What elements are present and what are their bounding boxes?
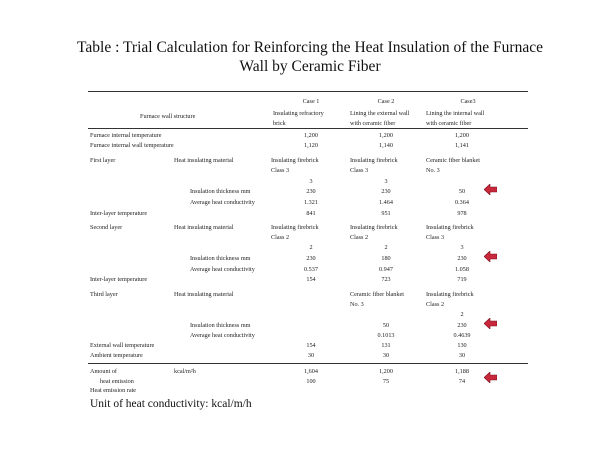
second-layer-conductivity-label: Average heat conductivity — [190, 266, 255, 273]
left-arrow-icon — [484, 184, 497, 195]
first-layer-thickness-case1: 230 — [306, 188, 316, 195]
rate-case1: 100 — [306, 378, 316, 385]
furnace-internal-temp-case1: 1,200 — [304, 132, 318, 139]
title-line-2: Wall by Ceramic Fiber — [239, 58, 381, 75]
first-layer-thickness-case3: 50 — [458, 188, 466, 195]
row-label-ambient-temp: Ambient temperature — [90, 352, 143, 359]
furnace-internal-wall-temp-case1: 1,120 — [304, 142, 318, 149]
third-layer-material-label: Heat insulating material — [174, 291, 234, 298]
header-case3-label: Case3 — [460, 98, 476, 105]
first-layer-conductivity-case3: 0.364 — [455, 199, 469, 206]
trial-calculation-table — [88, 91, 528, 394]
second-layer-class-case3: 3 — [460, 244, 464, 251]
inter-layer-1-case3: 978 — [457, 210, 467, 217]
second-layer-class-case1: 2 — [309, 244, 313, 251]
amount-case1: 1,604 — [304, 368, 318, 375]
third-layer-thickness-label: Insulation thickness mm — [190, 322, 251, 329]
furnace-internal-temp-case3: 1,200 — [455, 132, 469, 139]
amount-label-line1: Amount of — [90, 368, 117, 375]
second-layer-conductivity-case2: 0.947 — [379, 266, 393, 273]
third-layer-class-case3: 2 — [460, 311, 464, 318]
row-label-furnace-internal-temp: Furnace internal temperature — [90, 132, 162, 139]
second-layer-material-case2-line1: Insulating firebrick — [350, 224, 398, 231]
second-layer-material-case2-line2: Class 2 — [350, 234, 369, 241]
third-layer-conductivity-case2: 0.1013 — [377, 332, 395, 339]
first-layer-conductivity-case1: 1.321 — [304, 199, 318, 206]
amount-rule — [88, 363, 528, 364]
header-case1-line1: Insulating refractory — [273, 110, 324, 117]
second-layer-thickness-case1: 230 — [306, 255, 316, 262]
rate-case2: 75 — [382, 378, 390, 385]
row-label-first-layer: First layer — [90, 157, 116, 164]
first-layer-material-case3-line2: No. 3 — [426, 167, 440, 174]
first-layer-material-case1-line2: Class 3 — [271, 167, 290, 174]
amount-unit: kcal/m²h — [174, 368, 196, 375]
header-structure-label: Furnace wall structure — [140, 113, 196, 120]
third-layer-conductivity-label: Average heat conductivity — [190, 332, 255, 339]
first-layer-conductivity-case2: 1.464 — [379, 199, 393, 206]
third-layer-material-case3-line1: Insulating firebrick — [426, 291, 474, 298]
header-case1-label: Case 1 — [302, 98, 320, 105]
ambient-temp-case1: 30 — [307, 352, 315, 359]
furnace-internal-wall-temp-case3: 1,141 — [455, 142, 469, 149]
first-layer-material-case1-line1: Insulating firebrick — [271, 157, 319, 164]
third-layer-conductivity-case3: 0.4639 — [453, 332, 471, 339]
second-layer-material-case3-line1: Insulating firebrick — [426, 224, 474, 231]
inter-layer-2-case3: 719 — [457, 276, 467, 283]
second-layer-class-case2: 2 — [384, 244, 388, 251]
external-wall-temp-case2: 131 — [381, 342, 391, 349]
first-layer-material-case3-line1: Ceramic fiber blanket — [426, 157, 480, 164]
amount-label-line2: heat emission — [100, 378, 134, 385]
third-layer-thickness-case2: 50 — [382, 322, 390, 329]
row-label-external-wall-temp: External wall temperature — [90, 342, 155, 349]
second-layer-thickness-case2: 180 — [381, 255, 391, 262]
furnace-internal-wall-temp-case2: 1,140 — [379, 142, 393, 149]
row-label-third-layer: Third layer — [90, 291, 118, 298]
third-layer-material-case2-line2: No. 3 — [350, 301, 364, 308]
inter-layer-1-case1: 841 — [306, 210, 316, 217]
table-top-rule — [88, 91, 528, 92]
left-arrow-icon — [484, 251, 497, 262]
second-layer-material-label: Heat insulating material — [174, 224, 234, 231]
first-layer-material-case2-line2: Class 3 — [350, 167, 369, 174]
inter-layer-1-case2: 951 — [381, 210, 391, 217]
first-layer-class-case1: 3 — [309, 178, 313, 185]
title-line-1: Table : Trial Calculation for Reinforcing the Heat Insulation of the Furnace — [77, 39, 543, 56]
first-layer-conductivity-label: Average heat conductivity — [190, 199, 255, 206]
header-case1-line2: brick — [273, 120, 286, 127]
amount-label-line3: Heat emission rate — [90, 387, 137, 394]
inter-layer-2-case1: 154 — [306, 276, 316, 283]
ambient-temp-case2: 30 — [382, 352, 390, 359]
left-arrow-icon — [484, 372, 497, 383]
second-layer-conductivity-case3: 1.058 — [455, 266, 469, 273]
amount-case2: 1,200 — [379, 368, 393, 375]
external-wall-temp-case3: 130 — [457, 342, 467, 349]
header-case2-line2: with ceramic fiber — [350, 120, 396, 127]
second-layer-thickness-case3: 230 — [457, 255, 467, 262]
first-layer-class-case2: 3 — [384, 178, 388, 185]
conductivity-unit-note: Unit of heat conductivity: kcal/m/h — [90, 398, 252, 410]
second-layer-conductivity-case1: 0.537 — [304, 266, 318, 273]
row-label-inter-layer-2: Inter-layer temperature — [90, 276, 148, 283]
rate-case3: 74 — [458, 378, 466, 385]
second-layer-material-case1-line2: Class 2 — [271, 234, 290, 241]
external-wall-temp-case1: 154 — [306, 342, 316, 349]
second-layer-material-case1-line1: Insulating firebrick — [271, 224, 319, 231]
third-layer-material-case3-line2: Class 2 — [426, 301, 445, 308]
third-layer-material-case2-line1: Ceramic fiber blanket — [350, 291, 404, 298]
first-layer-thickness-label: Insulation thickness mm — [190, 188, 251, 195]
table-title — [40, 38, 580, 76]
second-layer-thickness-label: Insulation thickness mm — [190, 255, 251, 262]
first-layer-thickness-case2: 230 — [381, 188, 391, 195]
amount-case3: 1,188 — [455, 368, 469, 375]
inter-layer-2-case2: 723 — [381, 276, 391, 283]
first-layer-material-label: Heat insulating material — [174, 157, 234, 164]
row-label-second-layer: Second layer — [90, 224, 123, 231]
second-layer-material-case3-line2: Class 3 — [426, 234, 445, 241]
header-case2-line1: Lining the external wall — [350, 110, 410, 117]
row-label-furnace-internal-wall-temp: Furnace internal wall temperature — [90, 142, 174, 149]
furnace-internal-temp-case2: 1,200 — [379, 132, 393, 139]
header-rule — [88, 128, 528, 129]
header-case3-line2: with ceramic fiber — [426, 120, 472, 127]
left-arrow-icon — [484, 318, 497, 329]
row-label-inter-layer-1: Inter-layer temperature — [90, 210, 148, 217]
header-case3-line1: Lining the internal wall — [426, 110, 485, 117]
third-layer-thickness-case3: 230 — [457, 322, 467, 329]
first-layer-material-case2-line1: Insulating firebrick — [350, 157, 398, 164]
header-case2-label: Case 2 — [377, 98, 395, 105]
ambient-temp-case3: 30 — [458, 352, 466, 359]
